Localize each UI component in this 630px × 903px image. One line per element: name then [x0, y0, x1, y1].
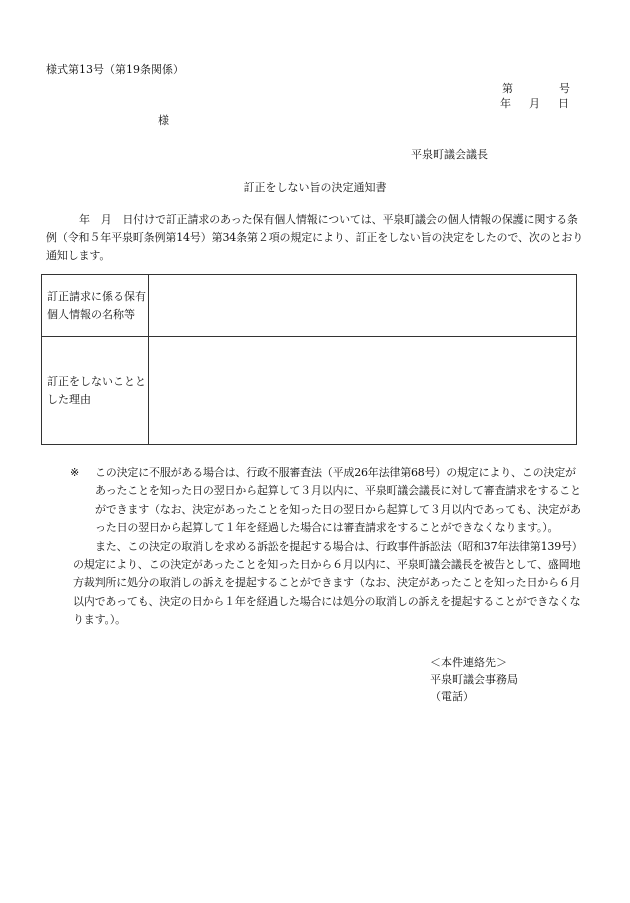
form-number: 様式第13号（第19条関係）: [46, 63, 184, 76]
sender: 平泉町議会議長: [411, 148, 488, 161]
info-table: [41, 274, 577, 445]
contact-heading: ＜本件連絡先＞: [430, 656, 507, 669]
document-number: [502, 82, 570, 95]
note-2-text: [73, 538, 585, 630]
body-paragraph: [46, 211, 586, 265]
contact-office: 平泉町議会事務局: [430, 673, 518, 686]
notes-section: [70, 464, 585, 630]
date-month: 月: [529, 97, 540, 110]
contact-block: [430, 654, 518, 705]
body-text: 年 月 日付けで訂正請求のあった保有個人情報については、平泉町議会の個人情報の保護に関する条例（令和５年平泉町条例第14号）第34条第２項の規定により、訂正をしない旨の決定をしたので、次のとおり通知します。: [46, 213, 584, 262]
row-value: [149, 337, 577, 445]
note-1-text: [73, 464, 585, 538]
note-1-content: この決定に不服がある場合は、行政不服審査法（平成26年法律第68号）の規定により、この決定があったことを知った日の翌日から起算して３月以内に、平泉町議会議長に対して審査請求をすることができます（なお、決定があったことを知った日の翌日から起算して３月以内であっても、決定があった日の翌日から起算して１年を経過した場合には審査請求をすることができなくなります。）。: [95, 466, 581, 535]
number-prefix: 第: [502, 82, 513, 95]
row-value: [149, 275, 577, 337]
document-title: 訂正をしない旨の決定通知書: [243, 181, 387, 194]
document-date: [500, 97, 569, 110]
date-year: 年: [500, 97, 511, 110]
number-suffix: 号: [559, 82, 570, 95]
table-row: [42, 337, 577, 445]
row-label: 訂正をしないこととした理由: [42, 337, 149, 445]
table-row: [42, 275, 577, 337]
note-2: [73, 538, 585, 630]
date-day: 日: [558, 97, 569, 110]
row-label: 訂正請求に係る保有個人情報の名称等: [42, 275, 149, 337]
note-1: [70, 464, 585, 538]
note-mark: ※: [70, 466, 80, 479]
contact-phone: （電話）: [430, 690, 474, 703]
note-2-content: また、この決定の取消しを求める訴訟を提起する場合は、行政事件訴訟法（昭和37年法律第139号）の規定により、この決定があったことを知った日から６月以内に、平泉町議会議長を被告として、盛岡地方裁判所に処分の取消しの訴えを提起することができます（なお、決定があったことを知った日から６月以内であっても、決定の日から１年を経過した場合には処分の取消しの訴えを提起することができなくなります。）。: [73, 539, 583, 627]
addressee: 様: [158, 114, 169, 127]
